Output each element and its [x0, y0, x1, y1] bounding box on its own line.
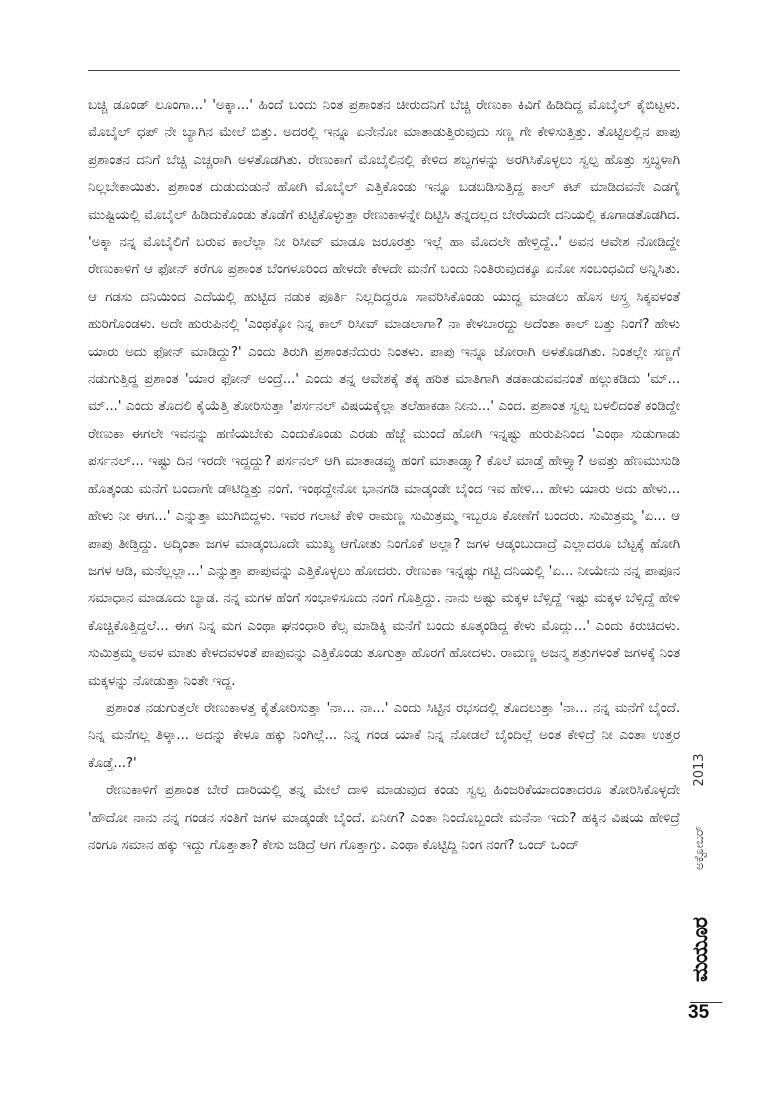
header-rule	[88, 70, 680, 71]
article-paragraph: ಬಚ್ಚಿ ಡೂಂಡ್ ಲೂಂಗಾ...' 'ಅಕ್ಕಾ...' ಹಿಂದೆ ಬಂದು ನಿಂತ ಪ್ರಶಾಂತನ ಚೀರುದನಿಗೆ ಬೆಚ್ಚಿ ರೇಣುಕಾ ಕಿವಿಗೆ ಹಿಡಿದಿದ್ದ ಮೊಬೈಲ್ ಕೈಬಿಟ್ಟಳು. ಮೊಬೈಲ್ ಧಪ್ ನೇ ಬ್ಯಾಗಿನ ಮೇಲೆ ಬಿತ್ತು. ಅದರಲ್ಲಿ ಇನ್ನೂ ಏನೇನೋ ಮಾತಾಡುತ್ತಿರುವುದು ಸಣ್ಣ ಗೇ ಕೇಳಿಸುತ್ತಿತ್ತು. ತೊಟ್ಟಿಲಲ್ಲಿನ ಪಾಪು ಪ್ರಶಾಂತನ ದನಿಗೆ ಬೆಚ್ಚಿ ಎಚ್ಚರಾಗಿ ಅಳತೊಡಗಿತು. ರೇಣುಕಾಗೆ ಮೊಬೈಲಿನಲ್ಲಿ ಕೇಳಿದ ಶಬ್ದಗಳನ್ನು ಅರಗಿಸಿಕೊಳ್ಳಲು ಸ್ವಲ್ಪ ಹೊತ್ತು ಸ್ತಬ್ಧಳಾಗಿ ನಿಲ್ಲಬೇಕಾಯಿತು. ಪ್ರಶಾಂತ ದುಡುದುಡುನೆ ಹೋಗಿ ಮೊಬೈಲ್ ಎತ್ತಿಕೊಂಡು ಇನ್ನೂ ಬಡಬಡಿಸುತ್ತಿದ್ದ ಕಾಲ್ ಕಟ್ ಮಾಡಿದವನೇ ಎಡಗೈ ಮುಷ್ಟಿಯಲ್ಲಿ ಮೊಬೈಲ್ ಹಿಡಿದುಕೊಂಡು ತೊಡೆಗೆ ಕುಟ್ಟಿಕೊಳ್ಳುತ್ತಾ ರೇಣುಕಾಳನ್ನೇ ದಿಟ್ಟಿಸಿ ತನ್ನದಲ್ಲದ ಬೇರೆಯದೇ ದನಿಯಲ್ಲಿ ಕೂಗಾಡತೊಡಗಿದ. 'ಅಕ್ಕಾ ನನ್ನ ಮೊಬೈಲಿಗೆ ಬರುವ ಕಾಲೆಲ್ಲಾ ನೀ ರಿಸೀವ್ ಮಾಡೂ ಜರೂರತ್ತು ಇಲ್ಲೆ ಹಾ ಮೊದಲೇ ಹೇಳ್ತಿದ್ದೆ..' ಅವನ ಆವೇಶ ನೋಡಿದ್ದೇ ರೇಣುಕಾಳಿಗೆ ಆ ಫೋನ್ ಕರೆಗೂ ಪ್ರಶಾಂತ ಬೆಂಗಳೂರಿಂದ ಹೇಳದೇ ಕೇಳದೇ ಮನೆಗೆ ಬಂದು ನಿಂತಿರುವುದಕ್ಕೂ ಏನೋ ಸಂಬಂಧವಿದೆ ಅನ್ನಿಸಿತು. ಆ ಗಡಸು ದನಿಯಿಂದ ಎದೆಯಲ್ಲಿ ಹುಟ್ಟಿದ ನಡುಕ ಪೂರ್ತಿ ನಿಲ್ಲದಿದ್ದರೂ ಸಾವರಿಸಿಕೊಂಡು ಯುದ್ಧ ಮಾಡಲು ಹೊಸ ಅಸ್ತ್ರ ಸಿಕ್ಕವಳಂತೆ ಹುರಿಗೊಂಡಳು. ಅದೇ ಹುರುಪಿನಲ್ಲಿ 'ಎಂಥಕ್ಕೋ ನಿನ್ನ ಕಾಲ್ ರಿಸೀವ್ ಮಾಡಲಾಗಾ? ನಾ ಕೇಳಬಾರದ್ದು ಅದೆಂತಾ ಕಾಲ್ ಬತ್ತು ನಿಂಗೆ? ಹೇಳು ಯಾರು ಅದು ಫೋನ್ ಮಾಡಿದ್ದು?' ಎಂದು ತಿರುಗಿ ಪ್ರಶಾಂತನೆದುರು ನಿಂತಳು. ಪಾಪು ಇನ್ನೂ ಜೋರಾಗಿ ಅಳತೊಡಗಿತು. ನಿಂತಲ್ಲೇ ಸಣ್ಣಗೆ ನಡುಗುತ್ತಿದ್ದ ಪ್ರಶಾಂತ 'ಯಾರ ಫೋನ್ ಅಂದ್ರೆ...' ಎಂದು ತನ್ನ ಆವೇಶಕ್ಕೆ ತಕ್ಕ ಹರಿತ ಮಾತಿಗಾಗಿ ತಡಕಾಡುವವನಂತೆ ಹಲ್ಲುಕಡಿದು 'ಮ್... ಮ್...' ಎಂದು ತೊದಲಿ ಕೈಯೆತ್ತಿ ತೋರಿಸುತ್ತಾ 'ಪರ್ಸನಲ್ ವಿಷಯಕ್ಕೆಲ್ಲಾ ತಲೆಹಾಕಡಾ ನೀನು...' ಎಂದ. ಪ್ರಶಾಂತ ಸ್ವಲ್ಪ ಬಳಲಿದಂತೆ ಕಂಡಿದ್ದೇ ರೇಣುಕಾ ಈಗಲೇ ಇವನನ್ನು ಹಣಿಯಬೇಕು ಎಂದುಕೊಂಡು ಎರಡು ಹೆಜ್ಜೆ ಮುಂದೆ ಹೋಗಿ ಇನ್ನಷ್ಟು ಹುರುಪಿನಿಂದ 'ಎಂಥಾ ಸುಡುಗಾಡು ಪರ್ಸನಲ್... ಇಷ್ಟು ದಿನ ಇರದೇ ಇದ್ದದ್ದು? ಪರ್ಸನಲ್ ಆಗಿ ಮಾತಾಡವ್ವು ಹಂಗೆ ಮಾತಾಡ್ತ್ಯಾ? ಕೊಲೆ ಮಾಡ್ತೆ ಹೇಳ್ತ್ಯಾ? ಅವತ್ತು ಹೆಣಮುಸುಡಿ ಹೊತ್ಕಂಡು ಮನೆಗೆ ಬಂದಾಗೇ ಡೌಟಿದ್ದಿತ್ತು ನಂಗೆ. ಇಂಥದ್ದೇನೋ ಭಾನಗಡಿ ಮಾಡ್ಕಂಡೇ ಬೈಂದ ಇವ ಹೇಳಿ... ಹೇಳು ಯಾರು ಅದು ಹೇಳು... ಹೇಳು ನೀ ಈಗ...' ಎನ್ನುತ್ತಾ ಮುಗಿಬಿದ್ದಳು. ಇವರ ಗಲಾಟೆ ಕೇಳಿ ರಾಮಣ್ಣ ಸುಮಿತ್ರಮ್ಮ ಇಬ್ಬರೂ ಕೋಣೆಗೆ ಬಂದರು. ಸುಮಿತ್ರಮ್ಮ 'ಏ... ಆ ಪಾಪು ತೀಡ್ತಿದ್ದು. ಅದ್ಕಿಂತಾ ಜಗಳ ಮಾಡ್ಕಂಬೂದೇ ಮುಖ್ಯ ಆಗೋತು ನಿಂಗೊಕೆ ಅಲ್ಲಾ? ಜಗಳ ಆಡ್ಕಂಬುದಾದ್ರೆ ಎಲ್ಲಾದರೂ ಬೆಟ್ಟಕ್ಕೆ ಹೋಗಿ ಜಗಳ ಆಡಿ, ಮನೆಲ್ಲಲ್ಲಾ...' ಎನ್ನುತ್ತಾ ಪಾಪುವನ್ನು ಎತ್ತಿಕೊಳ್ಳಲು ಹೋದರು. ರೇಣುಕಾ ಇನ್ನಷ್ಟು ಗಟ್ಟಿ ದನಿಯಲ್ಲಿ 'ಏ... ನೀಯೇನು ನನ್ನ ಪಾಪೂನ ಸಮಾಧಾನ ಮಾಡೂದು ಬ್ಯಾಡ. ನನ್ನ ಮಗಳ ಹೆಂಗೆ ಸಂಭಾಳಿಸೂದು ನಂಗೆ ಗೊತ್ತಿದ್ದು. ನಾನು ಅಷ್ಟು ಮಕ್ಕಳ ಬೆಳ್ಸಿದ್ದೆ ಇಷ್ಟು ಮಕ್ಕಳ ಬೆಳ್ಸಿದ್ದೆ ಹೇಳಿ ಕೊಚ್ಚಿಕೊತ್ತಿದ್ದಲೆ... ಈಗ ನಿನ್ನ ಮಗ ಎಂಥಾ ಘನಂಧಾರಿ ಕೆಲ್ಸ ಮಾಡಿಕ್ಕಿ ಮನೆಗೆ ಬಂದು ಕೂತ್ಕಂಡಿದ್ದ ಕೇಳು ಮೊದ್ಲು...' ಎಂದು ಕಿರುಚಿದಳು. ಸುಮಿತ್ರಮ್ಮ ಅವಳ ಮಾತು ಕೇಳದವಳಂತೆ ಪಾಪುವನ್ನು ಎತ್ತಿಕೊಂಡು ತೂಗುತ್ತಾ ಹೊರಗೆ ಹೋದಳು. ರಾಮಣ್ಣ ಅಜನ್ಮ ಶತ್ರುಗಳಂತೆ ಜಗಳಕ್ಕೆ ನಿಂತ ಮಕ್ಕಳನ್ನು ನೋಡುತ್ತಾ ನಿಂತೇ ಇದ್ದ.	[88, 97, 680, 689]
article-paragraph: ಪ್ರಶಾಂತ ನಡುಗುತ್ತಲೇ ರೇಣುಕಾಳತ್ತ ಕೈತೋರಿಸುತ್ತಾ 'ನಾ... ನಾ...' ಎಂದು ಸಿಟ್ಟಿನ ರಭಸದಲ್ಲಿ ತೊದಲುತ್ತಾ 'ನಾ... ನನ್ನ ಮನೆಗೆ ಬೈಂದೆ. ನಿನ್ನ ಮನೆಗಲ್ಲ ತಿಳ್ಕಾ... ಅದನ್ನು ಕೇಳೂ ಹಕ್ಕು ನಿಂಗಿಲ್ಲೆ... ನಿನ್ನ ಗಂಡ ಯಾಕೆ ನಿನ್ನ ನೋಡಲೆ ಬೈಂದಿಲ್ಲೆ ಅಂತ ಕೇಳಿದ್ರೆ ನೀ ಎಂತಾ ಉತ್ತರ ಕೊಡ್ತೆ...?'	[88, 699, 680, 771]
magazine-logo: ಮಯೂರ	[688, 918, 712, 982]
margin-masthead	[690, 740, 714, 1000]
page-number: 35	[688, 1002, 710, 1023]
issue-month: ಅಕ್ಟೋಬರ್	[692, 825, 706, 871]
issue-year: 2013	[692, 753, 707, 787]
article-paragraph: ರೇಣುಕಾಳಿಗೆ ಪ್ರಶಾಂತ ಬೇರೆ ದಾರಿಯಲ್ಲಿ ತನ್ನ ಮೇಲೆ ದಾಳಿ ಮಾಡುವುದ ಕಂಡು ಸ್ವಲ್ಪ ಹಿಂಜರಿಕೆಯಾದಂತಾದರೂ ತೋರಿಸಿಕೊಳ್ಳದೇ 'ಹೌದೋ ನಾನು ನನ್ನ ಗಂಡನ ಸಂತಿಗೆ ಜಗಳ ಮಾಡ್ಕಂಡೇ ಬೈಂದೆ. ಏನೀಗ? ಎಂತಾ ನಿಂದೊಬ್ಬಂದೇ ಮನೆನಾ ಇದು? ಹಕ್ಕಿನ ವಿಷಯ ಹೇಳಿದ್ರೆ ನಂಗೂ ಸಮಾನ ಹಕ್ಕು ಇದ್ದು ಗೊತ್ತಾತಾ? ಕೇಸು ಜಡಿದ್ರೆ ಆಗ ಗೊತ್ತಾಗ್ತು. ಎಂಥಾ ಕೊಟ್ಟಿದ್ದಿ ನಿಂಗ ನಂಗೆ? ಒಂದ್ ಒಂದ್	[88, 782, 680, 853]
article-body	[88, 92, 680, 859]
